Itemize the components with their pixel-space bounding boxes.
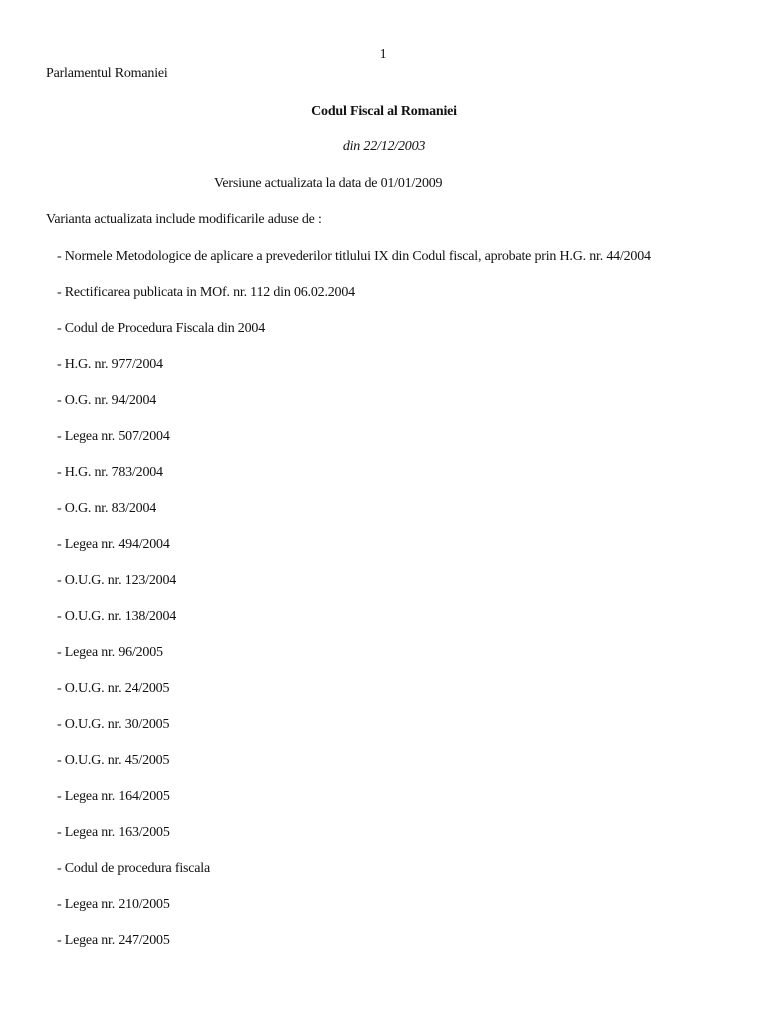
list-item: - Legea nr. 494/2004 <box>57 537 170 552</box>
list-item: - Legea nr. 247/2005 <box>57 933 170 948</box>
list-item: - O.G. nr. 94/2004 <box>57 393 157 408</box>
list-item: - Rectificarea publicata in MOf. nr. 112 din 06.02.2004 <box>57 285 355 300</box>
list-item: - Codul de procedura fiscala <box>57 861 211 876</box>
document-title: Codul Fiscal al Romaniei <box>311 104 457 119</box>
list-item: - Legea nr. 507/2004 <box>57 429 170 444</box>
list-item: - Legea nr. 164/2005 <box>57 789 170 804</box>
author-line: Parlamentul Romaniei <box>46 66 168 81</box>
list-item: - Legea nr. 163/2005 <box>57 825 170 840</box>
list-item: - O.U.G. nr. 24/2005 <box>57 681 170 696</box>
list-item: - Normele Metodologice de aplicare a prevederilor titlului IX din Codul fiscal, aprobate prin H.G. nr. 44/2004 <box>57 249 651 264</box>
amendments-list <box>57 248 651 968</box>
list-item: - H.G. nr. 783/2004 <box>57 465 163 480</box>
document-date: din 22/12/2003 <box>342 139 426 154</box>
list-item: - O.U.G. nr. 123/2004 <box>57 573 177 588</box>
version-line: Versiune actualizata la data de 01/01/2009 <box>214 176 443 191</box>
list-item: - H.G. nr. 977/2004 <box>57 357 163 372</box>
list-item: - O.G. nr. 83/2004 <box>57 501 157 516</box>
page-number <box>0 47 768 63</box>
list-item: - Legea nr. 96/2005 <box>57 645 163 660</box>
page-number-text: 1 <box>379 47 387 62</box>
list-item: - O.U.G. nr. 138/2004 <box>57 609 177 624</box>
list-item: - O.U.G. nr. 45/2005 <box>57 753 170 768</box>
intro-line: Varianta actualizata include modificarile aduse de : <box>46 212 322 227</box>
list-item: - Codul de Procedura Fiscala din 2004 <box>57 321 266 336</box>
list-item: - Legea nr. 210/2005 <box>57 897 170 912</box>
list-item: - O.U.G. nr. 30/2005 <box>57 717 170 732</box>
